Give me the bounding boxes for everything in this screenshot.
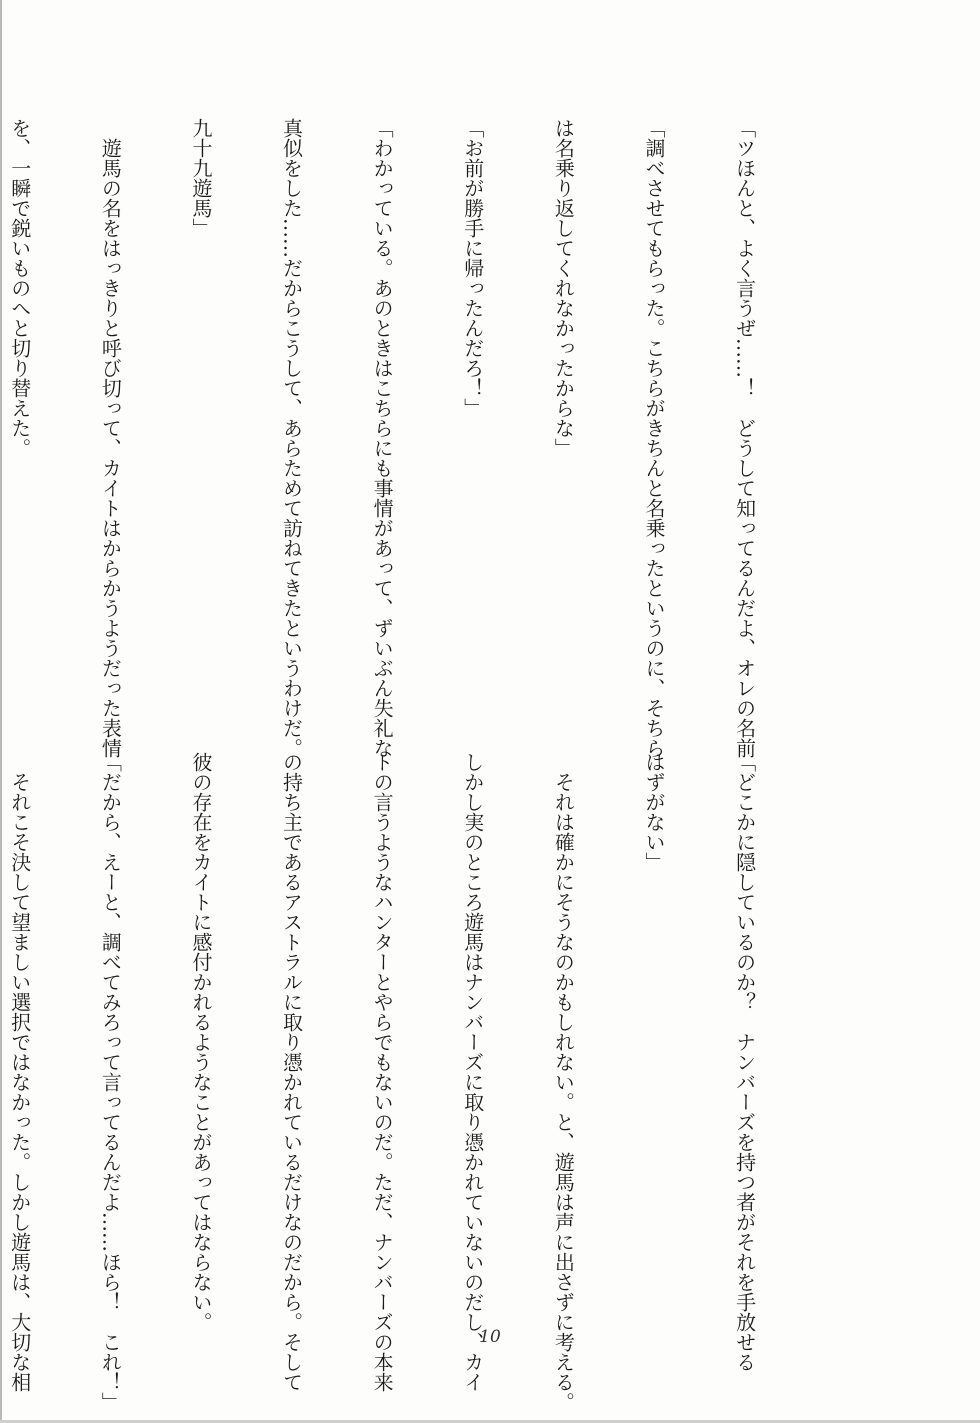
text-line: はずがない」 xyxy=(641,752,666,872)
text-line: を、一瞬で鋭いものへと切り替えた。 xyxy=(7,118,32,458)
text-line: 「調べさせてもらった。こちらがきちんと名乗ったというのに、そちら xyxy=(641,118,666,758)
text-line: しかし実のところ遊馬はナンバーズに取り憑かれていないのだし、カイ xyxy=(460,752,485,1392)
text-line: 真似をした……だからこうして、あらためて訪ねてきたというわけだ。 xyxy=(279,118,304,758)
text-line: 遊馬の名をはっきりと呼び切って、カイトはからかうようだった表情 xyxy=(98,118,123,758)
text-line: 「ツほんと、よく言うぜ……！ どうして知ってるんだよ、オレの名前 xyxy=(732,118,757,758)
upper-text-block xyxy=(7,118,820,758)
text-line: それこそ決して望ましい選択ではなかった。しかし遊馬は、大切な相 xyxy=(7,752,32,1392)
text-line: トの言うようなハンターとやらでもないのだ。ただ、ナンバーズの本来 xyxy=(370,752,395,1392)
page-number: 10 xyxy=(479,1327,501,1347)
text-line: 彼の存在をカイトに感付かれるようなことがあってはならない。 xyxy=(188,752,213,1332)
text-line: 「お前が勝手に帰ったんだろ！」 xyxy=(460,118,485,418)
text-line: それは確かにそうなのかもしれない。と、遊馬は声に出さずに考える。 xyxy=(551,752,576,1412)
text-line: の持ち主であるアストラルに取り憑かれているだけなのだから。そして xyxy=(279,752,304,1392)
text-line: は名乗り返してくれなかったからな」 xyxy=(551,118,576,458)
text-line: 「わかっている。あのときはこちらにも事情があって、ずいぶん失礼な xyxy=(370,118,395,758)
text-line: 「どこかに隠しているのか？ ナンバーズを持つ者がそれを手放せる xyxy=(732,752,757,1372)
text-line: 九十九遊馬」 xyxy=(188,118,213,238)
text-line: 「だから、えーと、調べてみろって言ってるんだよ……ほら！ これ！」 xyxy=(98,752,123,1412)
